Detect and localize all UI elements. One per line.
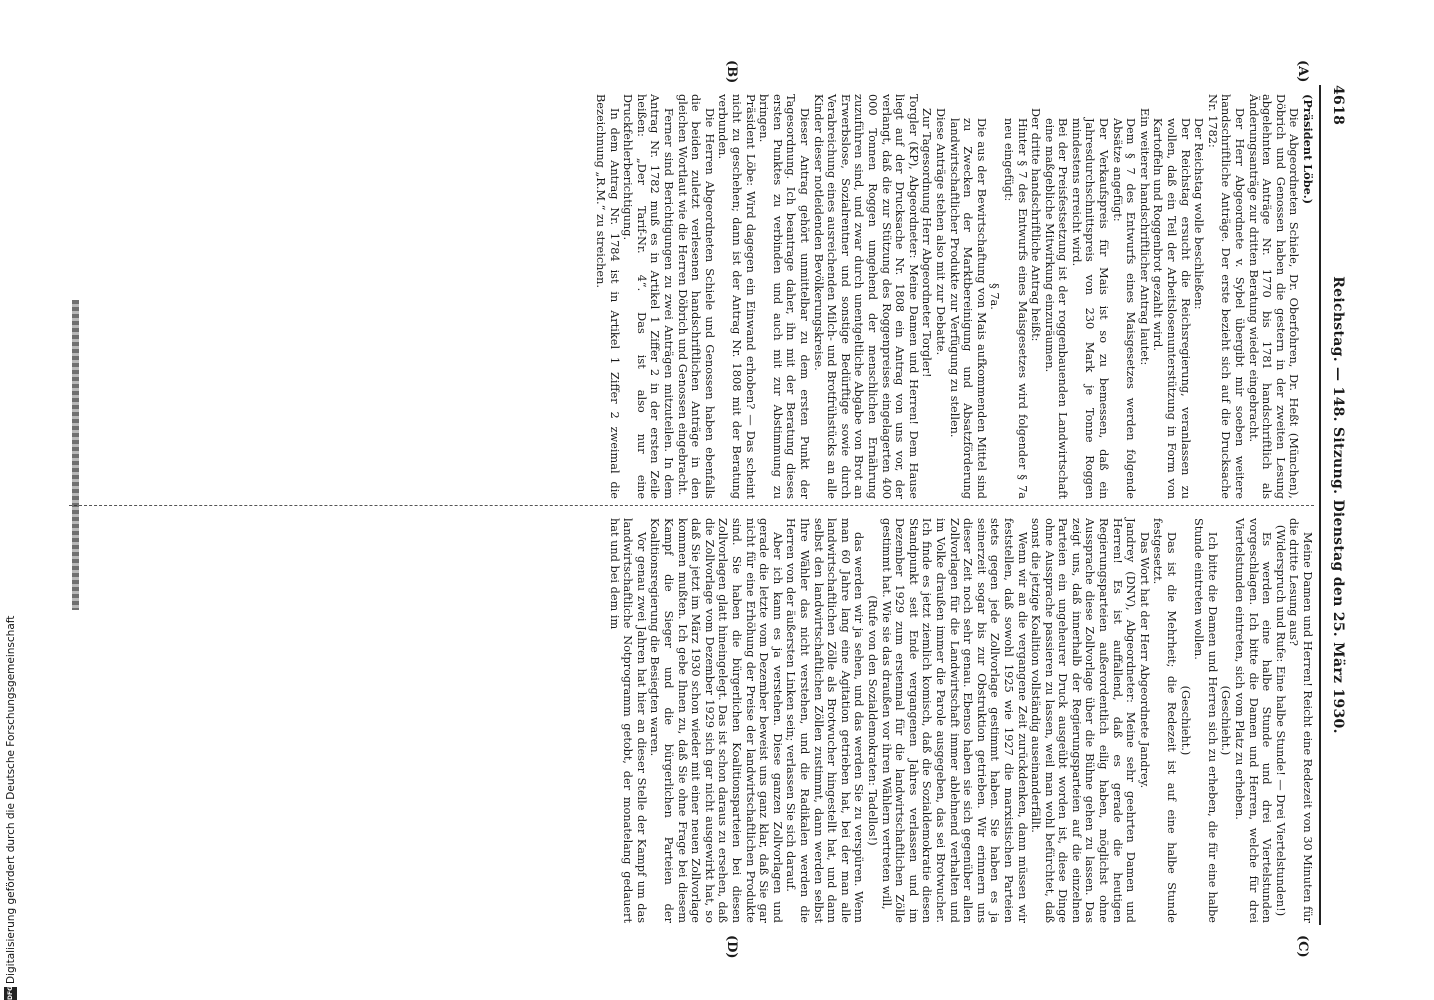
right-column-paragraph: Es werden eine halbe Stunde und drei Viertelstunden vorgeschlagen. Ich bitte die Damen und Herren, welche für drei Viertelstunden eintreten, sich vom Platz zu erheben. — [1233, 518, 1274, 923]
right-column-paragraph: (Widerspruch und Rufe: Eine halbe Stunde! — Drei Viertelstunden!) — [1273, 524, 1287, 917]
left-column-paragraph: § 7a. — [988, 283, 1002, 310]
right-column-paragraph: Ich bitte die Damen und Herren sich zu erheben, die für eine halbe Stunde eintreten wollen. — [1192, 518, 1219, 923]
right-column-paragraph: Vor genau zwei Jahren hat hier an dieser Stelle der Kampf um das landwirtschaftliche Notprogramm getobt, der monatelang gedauert hat und bei dem im — [607, 518, 648, 923]
column-divider — [69, 505, 1314, 507]
margin-mark-b: (B) — [724, 60, 739, 84]
dfg-logo: DFG — [4, 987, 17, 1000]
left-column-paragraph: Ein weiterer handschriftlicher Antrag lautet: — [1137, 108, 1151, 366]
left-column-paragraph: Präsident Löbe: Wird dagegen ein Einwand erhoben? — Das scheint nicht zu geschehen; dann ist der Antrag Nr. 1808 mit der Beratung verbunden. — [716, 94, 757, 499]
left-column-paragraph: Die Herren Abgeordneten Schiele und Genossen haben ebenfalls die beiden zuletzt verlesenen handschriftlichen Anträge in den gleichen Wortlaut wie die Herren Döbrich und Genossen eingebracht. — [675, 94, 716, 499]
credit-text: Digitalisierung gefördert durch die Deutsche Forschungsgemeinschaft — [5, 615, 17, 984]
left-column-paragraph: Der Reichstag wolle beschließen: — [1192, 118, 1206, 310]
page-number: 4618 — [1330, 85, 1346, 126]
left-column-paragraph: Die aus der Bewirtschaftung von Mais aufkommenden Mittel sind zu Zwecken der Marktbereinigung und Absatzförderung landwirtschaftlicher Produkte zur Verfügung zu stellen. — [947, 118, 988, 499]
left-column-paragraph: Der dritte handschriftliche Antrag heißt: — [1029, 108, 1043, 342]
right-column — [607, 518, 1314, 923]
left-column-paragraph: Die Abgeordneten Schiele, Dr. Oberfohren, Dr. Heßt (München), Döbrich und Genossen haben die gestern in der zweiten Lesung abgelehnten Anträge Nr. 1770 bis 1781 handschriftlich als Änderungsanträge zur dritten Beratung wieder eingebracht. — [1246, 94, 1301, 499]
margin-mark-c: (C) — [1295, 935, 1310, 958]
page-title: Reichstag. — 148. Sitzung. Dienstag den 25. März 1930. — [1330, 276, 1346, 734]
margin-mark-d: (D) — [724, 935, 739, 959]
page-header — [1322, 85, 1346, 925]
right-column-paragraph: das werden wir ja sehen, und das werden Sie zu verspüren. Wenn man 60 Jahre lang eine Agitation getrieben hat, bei der man alle landwirtschaftlichen Zölle als Brotwucher hingestellt hat, und dann selbst den landwirtschaftlichen Zöllen zustimmt, dann werden selbst Ihre Wähler das nicht verstehen, und die Radikalen werden die Herren von der äußersten Linken sein; verlassen Sie sich darauf. — [784, 518, 866, 923]
right-column-paragraph: Das Wort hat der Herr Abgeordnete Jandrey. — [1137, 532, 1151, 789]
left-column-paragraph: Hinter § 7 des Entwurfs eines Maisgesetzes wird folgender § 7a neu eingefügt: — [1001, 118, 1029, 499]
right-column-paragraph: Wenn wir an die vergangene Zeit zurückdenken, dann müssen wir feststellen, daß sowohl 1925 wie 1927 die marxistischen Parteien stets gegen jede Zollvorlage gestimmt haben. Sie haben es ja seinerzeit sogar bis zur Obstruktion getrieben. Wir erinnern uns dieser Zeit noch sehr genau. Ebenso haben sie sich gegenüber allen Zollvorlagen für die Landwirtschaft immer ablehnend verhalten und im Volke draußen immer die Parole ausgegeben, das sei Brotwucher. Ich finde es jetzt ziemlich komisch, daß die Sozialdemokratie diesen Standpunkt seit Ende vergangenen Jahres verlassen und im Dezember 1929 zum erstenmal für die landwirtschaftlichen Zölle gestimmt hat. Wie sie das draußen vor ihren Wählern vertreten will, — [879, 518, 1029, 923]
left-column-paragraph: Der Verkaufspreis für Mais ist so zu bemessen, daß ein Jahresdurchschnittspreis von 230 Mark je Tonne Roggen mindestens erreicht wird. — [1069, 118, 1111, 499]
left-column-paragraph: Torgler (KP), Abgeordneter: Meine Damen und Herren! Dem Hause liegt auf der Drucksache Nr. 1808 ein Antrag von uns vor, der verlangt, daß die zur Stützung des Roggenpreises eingelagerten 400 000 Tonnen Roggen umgehend der menschlichen Ernährung zuzuführen sind, und zwar durch unentgeltliche Abgabe von Brot an Erwerbslose, Sozialrentner und sonstige Bedürftige sowie durch Verabreichung eines ausreichenden Milch- und Brotfrühstücks an alle Kinder dieser notleidenden Bevölkerungskreise. — [811, 94, 920, 499]
left-column-paragraph: Der Reichstag ersucht die Reichsregierung, veranlassen zu wollen, daß ein Teil der Arbeitslosenunterstützung in Form von Kartoffeln und Roggenbrot gezahlt wird. — [1151, 118, 1192, 499]
left-column-paragraph: Diese Anträge stehen also mit zur Debatte. — [933, 108, 947, 356]
right-column-paragraph: (Geschieht.) — [1178, 685, 1192, 756]
right-column-paragraph: Aber ich kann es ja verstehen. Diese ganzen Zollvorlagen und gerade die letzte vom Dezember beweist uns ganz klar, daß Sie gar nicht für eine Erhöhung der Preise der landwirtschaftlichen Produkte sind. Sie haben die bürgerlichen Koalitionsparteien bei diesen Zollvorlagen glatt hineingelegt. Das ist schon daraus zu ersehen, daß die Zollvorlage vom Dezember 1929 sich gar nicht ausgewirkt hat, so daß Sie jetzt im März 1930 schon wieder mit einer neuen Zollvorlage kommen mußten. Ich gebe Ihnen zu, daß Sie ohne Frage bei diesem Kampf die Sieger und die bürgerlichen Parteien der Koalitionsregierung die Besiegten waren. — [648, 518, 784, 923]
left-column-paragraph: Ferner sind Berichtigungen zu zwei Anträgen mitzuteilen. In dem Antrag Nr. 1782 muß es in Artikel 1 Ziffer 2 in der ersten Zeile heißen: „Der Tarif-Nr. 4“. Das ist also nur eine Druckfehlerberichtigung. — [621, 94, 676, 499]
left-column-paragraph: In dem Antrag Nr. 1784 ist in Artikel 1 Ziffer 2 zweimal die Bezeichnung „R.M.“ zu streichen. — [594, 94, 621, 499]
left-column-paragraph: (Präsident Löbe.) — [1301, 94, 1315, 205]
right-column-paragraph: Das ist die Mehrheit; die Redezeit ist auf eine halbe Stunde festgesetzt. — [1151, 518, 1179, 923]
left-column-paragraph: Zur Tagesordnung Herr Abgeordneter Torgler! — [920, 108, 934, 378]
digitization-credit — [2, 0, 22, 1000]
header-rule — [1319, 85, 1321, 925]
left-column — [594, 94, 1314, 499]
left-column-paragraph: Der Herr Abgeordnete v. Sybel übergibt mir soeben weitere handschriftliche Anträge. Der erste bezieht sich auf die Drucksache Nr. 1782: — [1205, 94, 1247, 499]
right-column-paragraph: (Rufe von den Sozialdemokraten: Tadellos!) — [866, 595, 879, 846]
right-column-paragraph: (Geschieht.) — [1219, 685, 1233, 756]
left-column-paragraph: Dieser Antrag gehört unmittelbar zu dem ersten Punkt der Tagesordnung. Ich beantrage daher, ihn mit der Beratung dieses ersten Punktes zu verbinden und auch mit zur Abstimmung zu bringen. — [757, 94, 812, 499]
right-column-paragraph: Meine Damen und Herren! Reicht eine Redezeit von 30 Minuten für die dritte Lesung aus? — [1287, 518, 1314, 923]
left-column-paragraph: Bei der Preisfestsetzung ist der roggenbauenden Landwirtschaft eine maßgebliche Mitwirkung einzuräumen. — [1042, 118, 1070, 499]
scan-artifact — [72, 300, 79, 610]
margin-mark-a: (A) — [1295, 60, 1310, 83]
right-column-paragraph: Jandrey (DNV), Abgeordneter: Meine sehr geehrten Damen und Herren! Es ist auffallend, daß es gerade die heutigen Regierungsparteien außerordentlich eilig haben, möglichst ohne Aussprache diese Zollvorlage über die Bühne gehen zu lassen. Das zeigt uns, daß innerhalb der Regierungsparteien auf die einzelnen Parteien ein ungeheurer Druck ausgeübt worden ist, diese Dinge ohne Aussprache passieren zu lassen, weil man wohl befürchtet, daß sonst die jetzige Koalition vollständig auseinanderfällt. — [1029, 518, 1138, 923]
left-column-paragraph: Dem § 7 des Entwurfs eines Maisgesetzes werden folgende Absätze angefügt: — [1110, 118, 1138, 499]
